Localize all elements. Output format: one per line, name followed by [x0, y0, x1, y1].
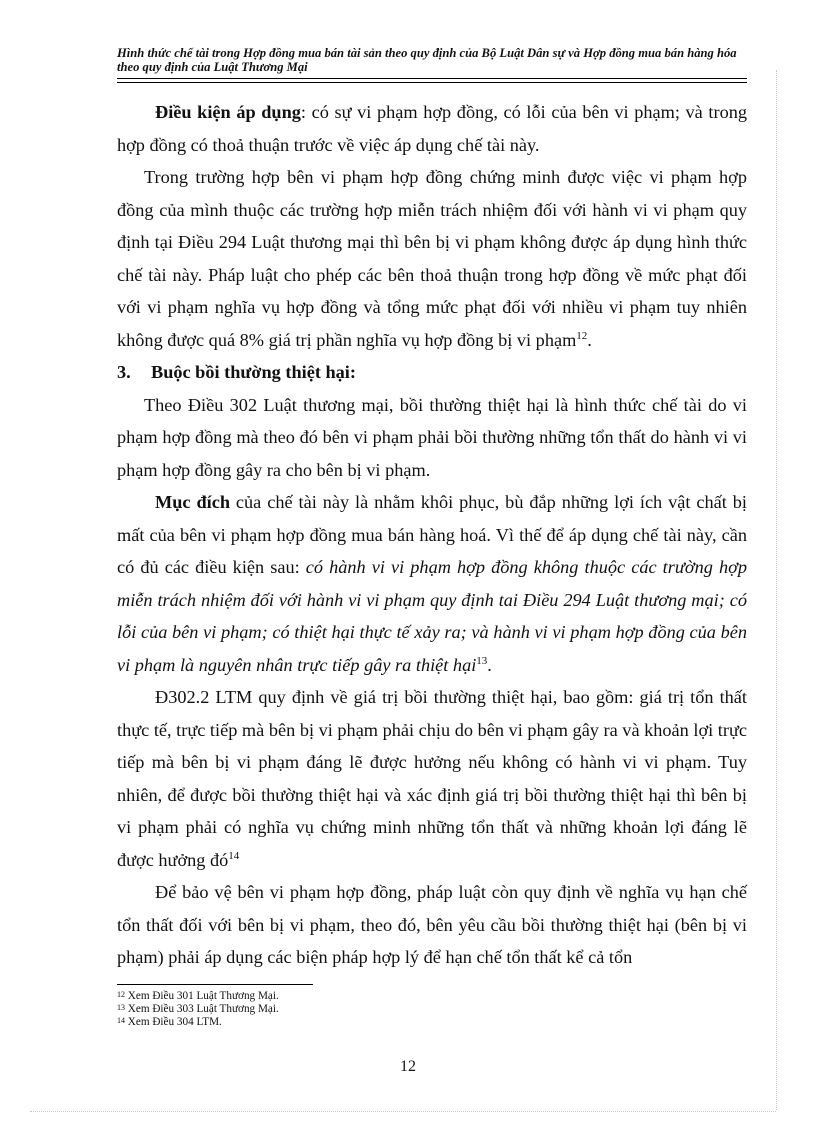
- footnote-item: [117, 1003, 747, 1016]
- running-header: Hình thức chế tài trong Hợp đồng mua bán tài sản theo quy định của Bộ Luật Dân sự và Hợp đồng mua bán hàng hóa theo quy định của Luật Thương Mại: [117, 46, 747, 79]
- conditions-label: Điều kiện áp dụng: [155, 102, 301, 122]
- purpose-text: của chế tài này là nhằm khôi phục, bù đắp những lợi ích vật chất bị mất của bên vi phạm hợp đồng mua bán hàng hoá. Vì thế để áp dụng chế tài này, cần có đủ các điều kiện sau:: [117, 492, 747, 577]
- purpose-end: .: [487, 654, 492, 675]
- paragraph-exemption: [117, 161, 747, 356]
- page-border-bottom: [30, 1111, 776, 1112]
- page-number: 12: [400, 1058, 416, 1075]
- footnote-text: Xem Điều 304 LTM.: [127, 1015, 222, 1028]
- footnote-number: 13: [117, 1002, 125, 1012]
- paragraph-definition: [117, 389, 747, 487]
- section-number: 3.: [117, 362, 131, 382]
- paragraph-compensation-value: [117, 681, 747, 876]
- mitigation-text: Để bảo vệ bên vi phạm hợp đồng, pháp luật còn quy định về nghĩa vụ hạn chế tổn thất đối với bên bị vi phạm, theo đó, bên yêu cầu bồi thường thiệt hại (bên bị vi phạm) phải áp dụng các biện pháp hợp lý để hạn chế tổn thất kể cả tổn: [117, 882, 747, 967]
- footnote-number: 12: [117, 990, 125, 999]
- page-border-right: [776, 70, 777, 1110]
- footnote-ref-13[interactable]: 13: [476, 654, 488, 667]
- definition-text: Theo Điều 302 Luật thương mại, bồi thường thiệt hại là hình thức chế tài do vi phạm hợp đồng mà theo đó bên vi phạm phải bồi thường những tổn thất do hành vi vi phạm hợp đồng gây ra cho bên bị vi phạm.: [117, 394, 747, 480]
- footnote-item: [117, 990, 747, 1003]
- section-title: Buộc bồi thường thiệt hại:: [151, 362, 356, 382]
- paragraph-purpose: [117, 486, 747, 681]
- footnote-text: Xem Điều 301 Luật Thương Mại.: [127, 990, 279, 1002]
- section-heading: [117, 356, 747, 389]
- paragraph-conditions: [117, 96, 747, 161]
- exemption-text: Trong trường hợp bên vi phạm hợp đồng chứng minh được việc vi phạm hợp đồng của mình thuộc các trường hợp miễn trách nhiệm đối với hành vi vi phạm quy định tại Điều 294 Luật thương mại thì bên bị vi phạm không được áp dụng hình thức chế tài này. Pháp luật cho phép các bên thoả thuận trong hợp đồng về mức phạt đối với vi phạm nghĩa vụ hợp đồng và tổng mức phạt đối với nhiều vi phạm tuy nhiên không được quá 8% giá trị phần nghĩa vụ hợp đồng bị vi phạm: [117, 167, 747, 350]
- footnote-ref-12[interactable]: 12: [576, 329, 588, 342]
- footnote-separator: [117, 984, 313, 985]
- purpose-conditions: có hành vi vi phạm hợp đồng không thuộc các trường hợp miễn trách nhiệm đối với hành vi vi phạm quy định tai Điều 294 Luật thương mại; có lỗi của bên vi phạm; có thiệt hại thực tế xảy ra; và hành vi vi phạm hợp đồng của bên vi phạm là nguyên nhân trực tiếp gây ra thiệt hại: [117, 557, 747, 675]
- compensation-text: Đ302.2 LTM quy định về giá trị bồi thường thiệt hại, bao gồm: giá trị tổn thất thực tế, trực tiếp mà bên bị vi phạm phải chịu do bên vi phạm gây ra và khoản lợi trực tiếp mà bên bị vi phạm đáng lẽ được hưởng nếu không có hành vi vi phạm. Tuy nhiên, để được bồi thường thiệt hại và xác định giá trị bồi thường thiệt hại thì bên bị vi phạm phải có nghĩa vụ chứng minh những tổn thất và những khoản lợi đáng lẽ được hưởng đó: [117, 687, 747, 870]
- footnote-text: Xem Điều 303 Luật Thương Mại.: [127, 1002, 279, 1015]
- footnotes: [117, 990, 747, 1028]
- footnote-ref-14[interactable]: 14: [228, 849, 240, 862]
- exemption-end: .: [587, 329, 592, 350]
- purpose-label: Mục đích: [155, 492, 230, 512]
- footnote-item: [117, 1016, 747, 1029]
- header-divider: [117, 82, 747, 83]
- paragraph-mitigation: [117, 876, 747, 974]
- footnote-number: 14: [117, 1015, 125, 1025]
- page-body: [117, 96, 747, 974]
- conditions-text: : có sự vi phạm hợp đồng, có lỗi của bên vi phạm; và trong hợp đồng có thoả thuận trước về việc áp dụng chế tài này.: [117, 102, 747, 155]
